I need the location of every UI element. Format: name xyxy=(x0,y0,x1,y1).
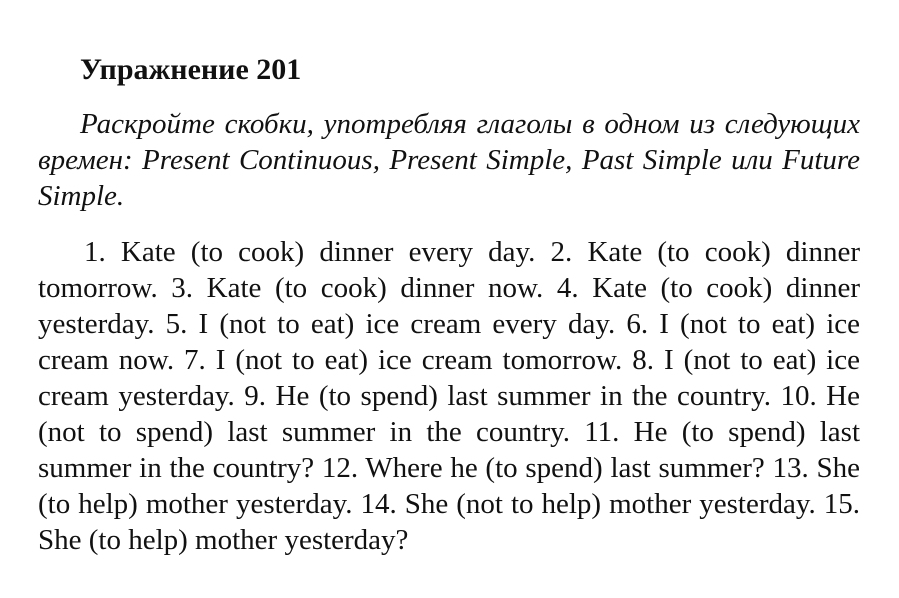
exercise-title: Упражнение 201 xyxy=(80,53,302,86)
exercise-text: 1. Kate (to cook) dinner every day. 2. Kate (to cook) dinner tomorrow. 3. Kate (to cook) dinner now. 4. Kate (to cook) dinner yesterday. 5. I (not to eat) ice cream every day. 6. I (not to eat) ice cream now. 7. I (not to eat) ice cream tomorrow. 8. I (not to eat) ice cream yesterday. 9. He (to spend) last summer in the country. 10. He (not to spend) last summer in the country. 11. He (to spend) last summer in the country? 12. Where he (to spend) last summer? 13. She (to help) mother yesterday. 14. She (not to help) mother yesterday. 15. She (to help) mother yesterday? xyxy=(38,236,860,556)
exercise-instruction: Раскройте скобки, употребляя глаголы в одном из следующих времен: Present Continuous, Present Simple, Past Simple или Future Simple. xyxy=(38,108,860,212)
